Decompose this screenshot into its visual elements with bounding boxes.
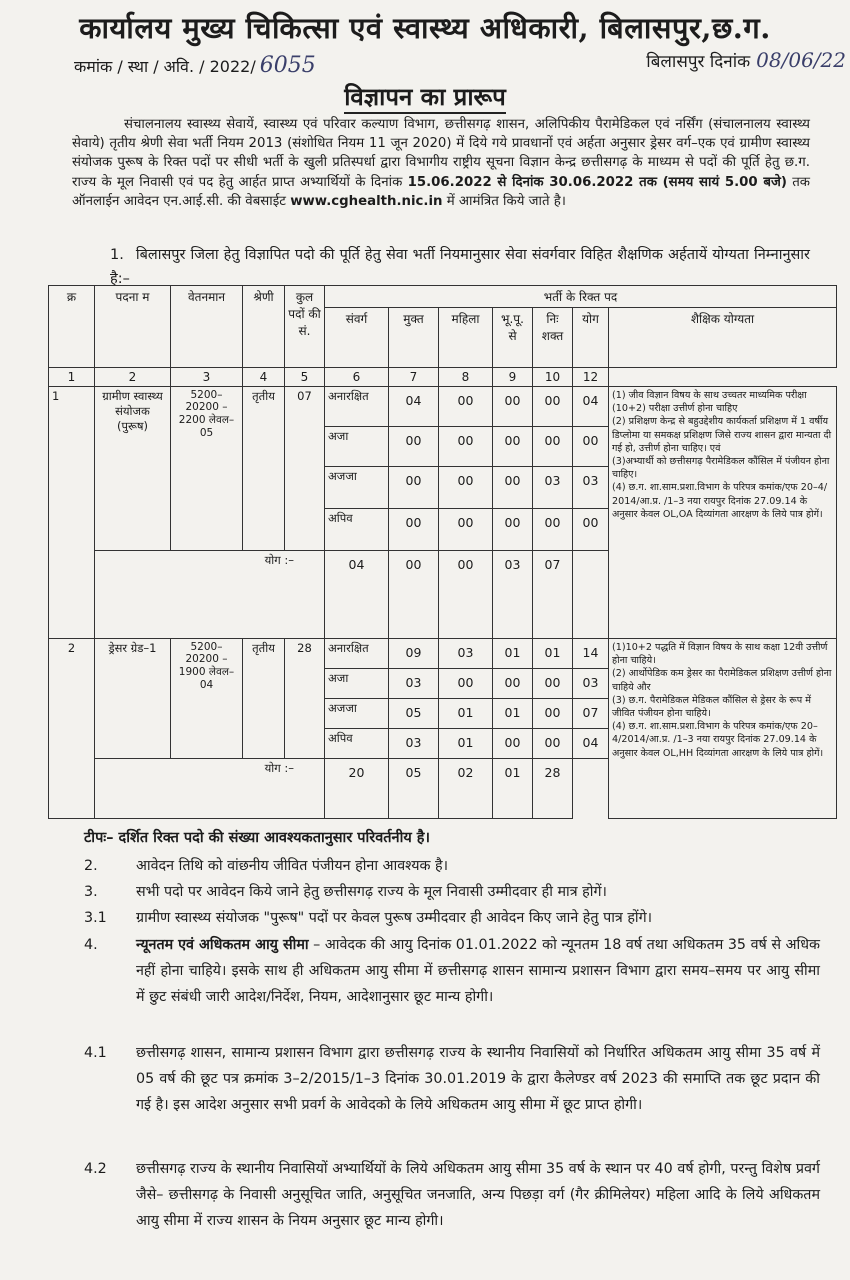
application-dates: 15.06.2022 से दिनांक 30.06.2022 तक (समय सायं 5.00 बजे) xyxy=(407,174,787,190)
table-row: अजजा 00 00 00 03 03 xyxy=(49,467,837,509)
note: टीपः– दर्शित रिक्त पदो की संख्या आवश्यकतानुसार परिवर्तनीय है। xyxy=(84,830,430,846)
header-qualification: शैक्षिक योग्यता xyxy=(609,308,837,368)
table-row: अजजा 05 01 01 00 07 xyxy=(49,699,837,729)
header-post: पदना म xyxy=(95,286,171,368)
header-open: मुक्त xyxy=(389,308,439,368)
header-women: महिला xyxy=(439,308,493,368)
header-sno: क्र xyxy=(49,286,95,368)
reference-prefix: कमांक / स्था / अवि. / 2022/ xyxy=(74,57,256,76)
header-cadre: संवर्ग xyxy=(325,308,389,368)
qualification-cell: (1)10+2 पद्धति में विज्ञान विषय के साथ कक्षा 12वी उत्तीर्ण होना चाहिये। (2) आर्थोपेडिक कम ड्रेसर का पैरामेडिकल प्रशिक्षण उत्तीर्ण होना चाहिये और (3) छ.ग. पैरामेडिकल मेडिकल कौंसिल से ड्रेसर के रूप में जीवित पंजीयन होना चाहिये। (4) छ.ग. शा.साम.प्रशा.विभाग के परिपत्र कमांक/एफ 20–4/2014/आ.प्र. /1–3 नया रायपुर दिनांक 27.09.14 के अनुसार केवल OL,HH दिव्यांगता आरक्षण के लिये पात्र होगें। xyxy=(609,639,837,819)
paragraph-3: 3. सभी पदो पर आवेदन किये जाने हेतु छत्तीसगढ़ राज्य के मूल निवासी उम्मीदवार ही मात्र होगें। xyxy=(84,884,607,900)
paragraph-4-2: 4.2 छत्तीसगढ़ राज्य के स्थानीय निवासियों अभ्यार्थियों के लिये अधिकतम आयु सीमा 35 वर्ष के स्थान पर 40 वर्ष होगी, परन्तु विशेष प्रवर्ग जैसे– छत्तीसगढ़ के निवासी अनुसूचित जाति, अनुसूचित जनजाति, अन्य पिछड़ा वर्ग (गैर क्रीमिलेयर) महिला आदि के लिये अधिकतम आयु सीमा में राज्य शासन के नियम अनुसार छूट मान्य होगी। xyxy=(84,1161,820,1229)
point-1: 1. बिलासपुर जिला हेतु विज्ञापित पदो की पूर्ति हेतु सेवा भर्ती नियमानुसार सेवा संवर्गवार विहित शैक्षणिक अर्हतायें योग्यता निम्नानुसार है:– xyxy=(110,247,810,287)
date-handwritten-value: 08/06/22 xyxy=(756,48,846,72)
issue-date xyxy=(646,48,846,72)
document-subtitle: विज्ञापन का प्रारूप xyxy=(0,80,850,113)
age-limit-heading: न्यूनतम एवं अधिकतम आयु सीमा xyxy=(136,937,309,953)
pay-scale: 5200–20200 –2200 लेवल–05 xyxy=(171,387,243,551)
paragraph-3-1: 3.1 ग्रामीण स्वास्थ्य संयोजक "पुरूष" पदों पर केवल पुरूष उम्मीदवार ही आवेदन किए जाने हेतु पात्र होंगे। xyxy=(84,910,653,926)
table-row: अपिव 03 01 00 00 04 xyxy=(49,729,837,759)
total-row: योग :– 20 05 02 01 28 xyxy=(49,759,837,819)
date-label: बिलासपुर दिनांक xyxy=(646,52,751,72)
table-row: अपिव 00 00 00 00 00 xyxy=(49,509,837,551)
table-row: अजा 03 00 00 00 03 xyxy=(49,669,837,699)
reference-handwritten-number: 6055 xyxy=(259,53,316,78)
post-total: 28 xyxy=(285,639,325,759)
header-pay: वेतनमान xyxy=(171,286,243,368)
header-disabled: निः शक्त xyxy=(533,308,573,368)
header-class: श्रेणी xyxy=(243,286,285,368)
qualification-cell: (1) जीव विज्ञान विषय के साथ उच्चतर माध्यमिक परीक्षा (10+2) परीक्षा उत्तीर्ण होना चाहिए (2) प्रशिक्षण केन्द्र से बहुउद्देशीय कार्यकर्ता प्रशिक्षण में 1 वर्षीय डिप्लोमा या समकक्ष प्रशिक्षण जिसे राज्य शासन द्वारा मान्यता दी गई हो, उत्तीर्ण होना चाहिए। एवं (3)अभ्यार्थी को छत्तीसगढ़ पैरामेडिकल कौंसिल में पंजीयन होना चाहिए। (4) छ.ग. शा.साम.प्रशा.विभाग के परिपत्र कमांक/एफ 20–4/ 2014/आ.प्र. /1–3 नया रायपुर दिनांक 27.09.14 के अनुसार केवल OL,OA दिव्यांगता आरक्षण के लिये पात्र होगें। xyxy=(609,387,837,639)
paragraph-4: 4. न्यूनतम एवं अधिकतम आयु सीमा – आवेदक की आयु दिनांक 01.01.2022 को न्यूनतम 18 वर्ष तथा अधिकतम 35 वर्ष से अधिक नहीं होना चाहिये। इसके साथ ही अधिकतम आयु सीमा में छत्तीसगढ़ शासन सामान्य प्रशासन विभाग द्वारा समय–समय पर आयु सीमा में छुट संबंधी जारी आदेश/निर्देश, नियम, आदेशानुसार छूट मान्य होगी। xyxy=(84,937,820,1005)
post-class: तृतीय xyxy=(243,639,285,759)
vacancy-table xyxy=(48,285,837,819)
post-name: ड्रेसर ग्रेड–1 xyxy=(95,639,171,759)
table-row: 2 ड्रेसर ग्रेड–1 5200–20200 –1900 लेवल–04 तृतीय 28 अनारक्षित 09 03 01 01 14 (1)10+2 पद्धति में विज्ञान विषय के साथ कक्षा 12वी उत्तीर्ण होना चाहिये। (2) आर्थोपेडिक कम ड्रेसर का पैरामेडिकल प्रशिक्षण उत्तीर्ण होना चाहिये और (3) छ.ग. पैरामेडिकल मेडिकल कौंसिल से ड्रेसर के रूप में जीवित पंजीयन होना चाहिये। (4) छ.ग. शा.साम.प्रशा.विभाग के परिपत्र कमांक/एफ 20–4/2014/आ.प्र. /1–3 नया रायपुर दिनांक 27.09.14 के अनुसार केवल OL,HH दिव्यांगता आरक्षण के लिये पात्र होगें। xyxy=(49,639,837,669)
header-vacancies: भर्ती के रिक्त पद xyxy=(325,286,837,308)
post-total: 07 xyxy=(285,387,325,551)
paragraph-4-1: 4.1 छत्तीसगढ़ शासन, सामान्य प्रशासन विभाग द्वारा छत्तीसगढ़ राज्य के स्थानीय निवासियों को निर्धारित अधिकतम आयु सीमा 35 वर्ष में 05 वर्ष की छूट पत्र क्रमांक 3–2/2015/1–3 दिनांक 30.01.2019 के द्वारा कैलेण्डर वर्ष 2023 की समाप्ति तक छूट प्रदान की गई है। इस आदेश अनुसार सभी प्रवर्ग के आवेदको के लिये अधिकतम आयु सीमा में छूट प्राप्त होगी। xyxy=(84,1045,820,1113)
header-total-posts: कुल पदों की सं. xyxy=(285,286,325,368)
paragraph-2: 2. आवेदन तिथि को वांछनीय जीवित पंजीयन होना आवश्यक है। xyxy=(84,858,449,874)
table-row: अजा 00 00 00 00 00 xyxy=(49,427,837,467)
office-title: कार्यालय मुख्य चिकित्सा एवं स्वास्थ्य अधिकारी, बिलासपुर,छ.ग. xyxy=(79,11,771,45)
website-link[interactable]: www.cghealth.nic.in xyxy=(290,193,443,209)
column-number-row: 1 2 3 4 5 6 7 8 9 10 12 xyxy=(49,368,837,387)
header-ex-serviceman: भू.पू. से xyxy=(493,308,533,368)
table-row: 1 ग्रामीण स्वास्थ्य संयोजक (पुरूष) 5200–20200 –2200 लेवल–05 तृतीय 07 अनारक्षित 04 00 00 00 04 (1) जीव विज्ञान विषय के साथ उच्चतर माध्यमिक परीक्षा (10+2) परीक्षा उत्तीर्ण होना चाहिए (2) प्रशिक्षण केन्द्र से बहुउद्देशीय कार्यकर्ता प्रशिक्षण में 1 वर्षीय डिप्लोमा या समकक्ष प्रशिक्षण जिसे राज्य शासन द्वारा मान्यता दी गई हो, उत्तीर्ण होना चाहिए। एवं (3)अभ्यार्थी को छत्तीसगढ़ पैरामेडिकल कौंसिल में पंजीयन होना चाहिए। (4) छ.ग. शा.साम.प्रशा.विभाग के परिपत्र कमांक/एफ 20–4/ 2014/आ.प्र. /1–3 नया रायपुर दिनांक 27.09.14 के अनुसार केवल OL,OA दिव्यांगता आरक्षण के लिये पात्र होगें। xyxy=(49,387,837,427)
intro-paragraph: संचालनालय स्वास्थ्य सेवायें, स्वास्थ्य एवं परिवार कल्याण विभाग, छत्तीसगढ़ शासन, अलिपिकीय पैरामेडिकल एवं नर्सिंग (संचालनालय स्वास्थ्य सेवाये) तृतीय श्रेणी सेवा भर्ती नियम 2013 (संशोधित नियम 11 जून 2020) में दिये गये प्रावधानों एवं अर्हता अनुसार ड्रेसर वर्ग–एक एवं ग्रामीण स्वास्थ्य संयोजक पुरूष के रिक्त पदों पर सीधी भर्ती के खुली प्रतिस्पर्धा द्वारा विभागीय राष्ट्रीय सूचना विज्ञान केन्द्र छत्तीसगढ़ के माध्यम से पदों की पूर्ति हेतु छ.ग. राज्य के मूल निवासी एवं पद हेतु आर्हत प्राप्त अभ्यार्थियों के दिनांक 15.06.2022 से दिनांक 30.06.2022 तक (समय सायं 5.00 बजे) तक ऑनलाईन आवेदन एन.आई.सी. की वेबसाईट www.cghealth.nic.in में आमंत्रित किये जाते है। xyxy=(72,117,810,209)
header-sum: योग xyxy=(573,308,609,368)
total-row: योग :– 04 00 00 03 07 xyxy=(49,551,837,639)
reference-number xyxy=(74,53,316,78)
pay-scale: 5200–20200 –1900 लेवल–04 xyxy=(171,639,243,759)
post-name: ग्रामीण स्वास्थ्य संयोजक (पुरूष) xyxy=(95,387,171,551)
post-class: तृतीय xyxy=(243,387,285,551)
